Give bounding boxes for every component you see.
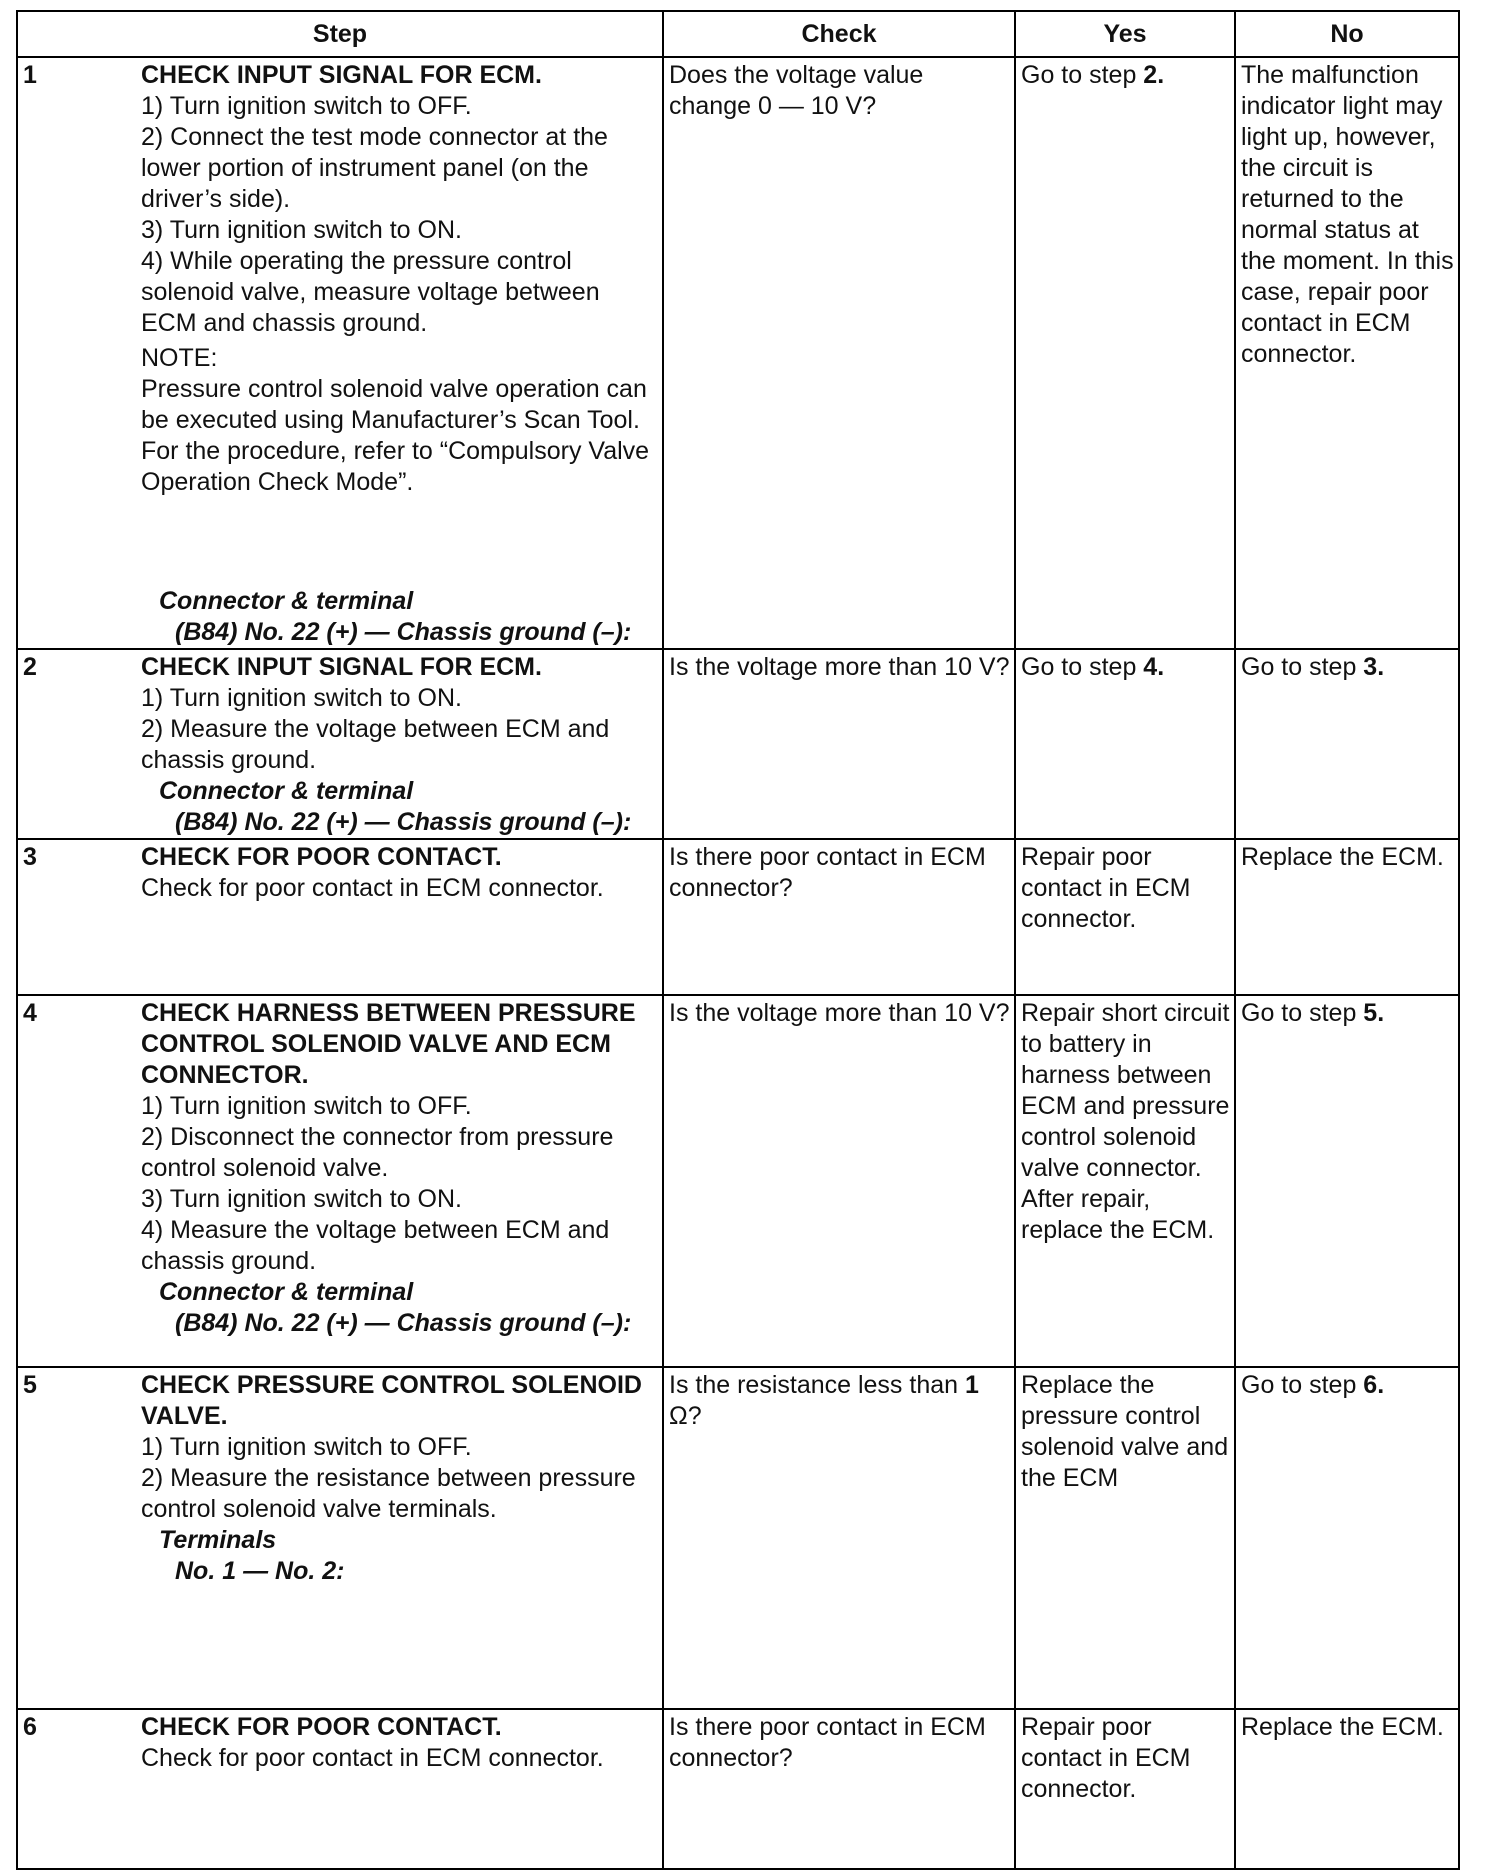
yes-text: Go to step	[1021, 653, 1144, 681]
step-cell	[17, 649, 663, 839]
step-line: 2) Measure the resistance between pressure control solenoid valve terminals.	[141, 1464, 636, 1523]
step-line: Check for poor contact in ECM connector.	[141, 1744, 604, 1772]
step-line: 1) Turn ignition switch to OFF.	[141, 1433, 472, 1461]
note-text: Pressure control solenoid valve operation can be executed using Manufacturer’s Scan Tool. For the procedure, refer to “Compulsory Valve Operation Check Mode”.	[141, 375, 650, 496]
table-row	[17, 1367, 1459, 1709]
table-row	[17, 649, 1459, 839]
yes-cell	[1015, 57, 1235, 649]
check-value: 1	[964, 1371, 979, 1399]
step-line: 3) Turn ignition switch to ON.	[141, 1185, 462, 1213]
check-cell: Does the voltage value change 0 — 10 V?	[663, 57, 1015, 649]
step-line: 1) Turn ignition switch to ON.	[141, 684, 462, 712]
step-title: CHECK INPUT SIGNAL FOR ECM.	[141, 61, 542, 89]
table-row	[17, 995, 1459, 1367]
step-cell	[17, 1367, 663, 1709]
no-cell: The malfunction indicator light may light up, however, the circuit is returned to the normal status at the moment. In this case, repair poor contact in ECM connector.	[1235, 57, 1459, 649]
check-cell: Is there poor contact in ECM connector?	[663, 839, 1015, 995]
step-cell	[17, 1709, 663, 1869]
step-line: 4) While operating the pressure control solenoid valve, measure voltage between ECM and chassis ground.	[141, 247, 600, 337]
step-line: Check for poor contact in ECM connector.	[141, 874, 604, 902]
connector-terminal: (B84) No. 22 (+) — Chassis ground (–):	[175, 808, 632, 836]
step-cell	[17, 57, 663, 649]
yes-text: Go to step	[1021, 61, 1144, 89]
connector-label: Connector & terminal	[159, 587, 414, 615]
step-ref: 3.	[1363, 653, 1385, 681]
step-line: 4) Measure the voltage between ECM and chassis ground.	[141, 1216, 610, 1275]
step-line: 2) Measure the voltage between ECM and chassis ground.	[141, 715, 610, 774]
step-ref: 4.	[1143, 653, 1165, 681]
no-cell	[1235, 995, 1459, 1367]
no-cell: Replace the ECM.	[1235, 839, 1459, 995]
header-check: Check	[663, 11, 1015, 57]
step-line: 2) Connect the test mode connector at the lower portion of instrument panel (on the driver’s side).	[141, 123, 608, 213]
step-title: CHECK PRESSURE CONTROL SOLENOID VALVE.	[141, 1371, 642, 1430]
check-unit: Ω?	[669, 1402, 702, 1430]
diagnostic-table	[16, 10, 1460, 1870]
check-cell	[663, 1367, 1015, 1709]
table-row	[17, 1709, 1459, 1869]
step-number: 6	[23, 1713, 37, 1741]
note-label: NOTE:	[141, 344, 218, 372]
step-ref: 5.	[1363, 999, 1385, 1027]
header-no: No	[1235, 11, 1459, 57]
no-cell	[1235, 649, 1459, 839]
step-number: 1	[23, 61, 37, 89]
step-title: CHECK HARNESS BETWEEN PRESSURE CONTROL SOLENOID VALVE AND ECM CONNECTOR.	[141, 999, 636, 1089]
terminals-label: Terminals	[159, 1526, 277, 1554]
step-line: 2) Disconnect the connector from pressure control solenoid valve.	[141, 1123, 614, 1182]
no-cell: Replace the ECM.	[1235, 1709, 1459, 1869]
connector-terminal: (B84) No. 22 (+) — Chassis ground (–):	[175, 618, 632, 646]
no-text: Go to step	[1241, 999, 1364, 1027]
no-text: Go to step	[1241, 1371, 1364, 1399]
step-title: CHECK FOR POOR CONTACT.	[141, 1713, 502, 1741]
header-row	[17, 11, 1459, 57]
header-yes: Yes	[1015, 11, 1235, 57]
check-cell: Is there poor contact in ECM connector?	[663, 1709, 1015, 1869]
table-row	[17, 57, 1459, 649]
check-text: Is the resistance less than	[669, 1371, 965, 1399]
step-title: CHECK INPUT SIGNAL FOR ECM.	[141, 653, 542, 681]
no-cell	[1235, 1367, 1459, 1709]
terminals-value: No. 1 — No. 2:	[175, 1557, 345, 1585]
check-cell: Is the voltage more than 10 V?	[663, 649, 1015, 839]
step-line: 3) Turn ignition switch to ON.	[141, 216, 462, 244]
step-line: 1) Turn ignition switch to OFF.	[141, 92, 472, 120]
step-number: 3	[23, 843, 37, 871]
step-ref: 2.	[1143, 61, 1165, 89]
connector-terminal: (B84) No. 22 (+) — Chassis ground (–):	[175, 1309, 632, 1337]
step-number: 4	[23, 999, 37, 1027]
step-number: 5	[23, 1371, 37, 1399]
connector-label: Connector & terminal	[159, 777, 414, 805]
step-cell	[17, 995, 663, 1367]
step-line: 1) Turn ignition switch to OFF.	[141, 1092, 472, 1120]
yes-cell	[1015, 649, 1235, 839]
yes-cell: Replace the pressure control solenoid valve and the ECM	[1015, 1367, 1235, 1709]
connector-label: Connector & terminal	[159, 1278, 414, 1306]
header-step: Step	[17, 11, 663, 57]
step-number: 2	[23, 653, 37, 681]
step-ref: 6.	[1363, 1371, 1385, 1399]
step-cell	[17, 839, 663, 995]
yes-cell: Repair short circuit to battery in harness between ECM and pressure control solenoid valve connector. After repair, replace the ECM.	[1015, 995, 1235, 1367]
check-cell: Is the voltage more than 10 V?	[663, 995, 1015, 1367]
table-row	[17, 839, 1459, 995]
yes-cell: Repair poor contact in ECM connector.	[1015, 1709, 1235, 1869]
step-title: CHECK FOR POOR CONTACT.	[141, 843, 502, 871]
yes-cell: Repair poor contact in ECM connector.	[1015, 839, 1235, 995]
no-text: Go to step	[1241, 653, 1364, 681]
